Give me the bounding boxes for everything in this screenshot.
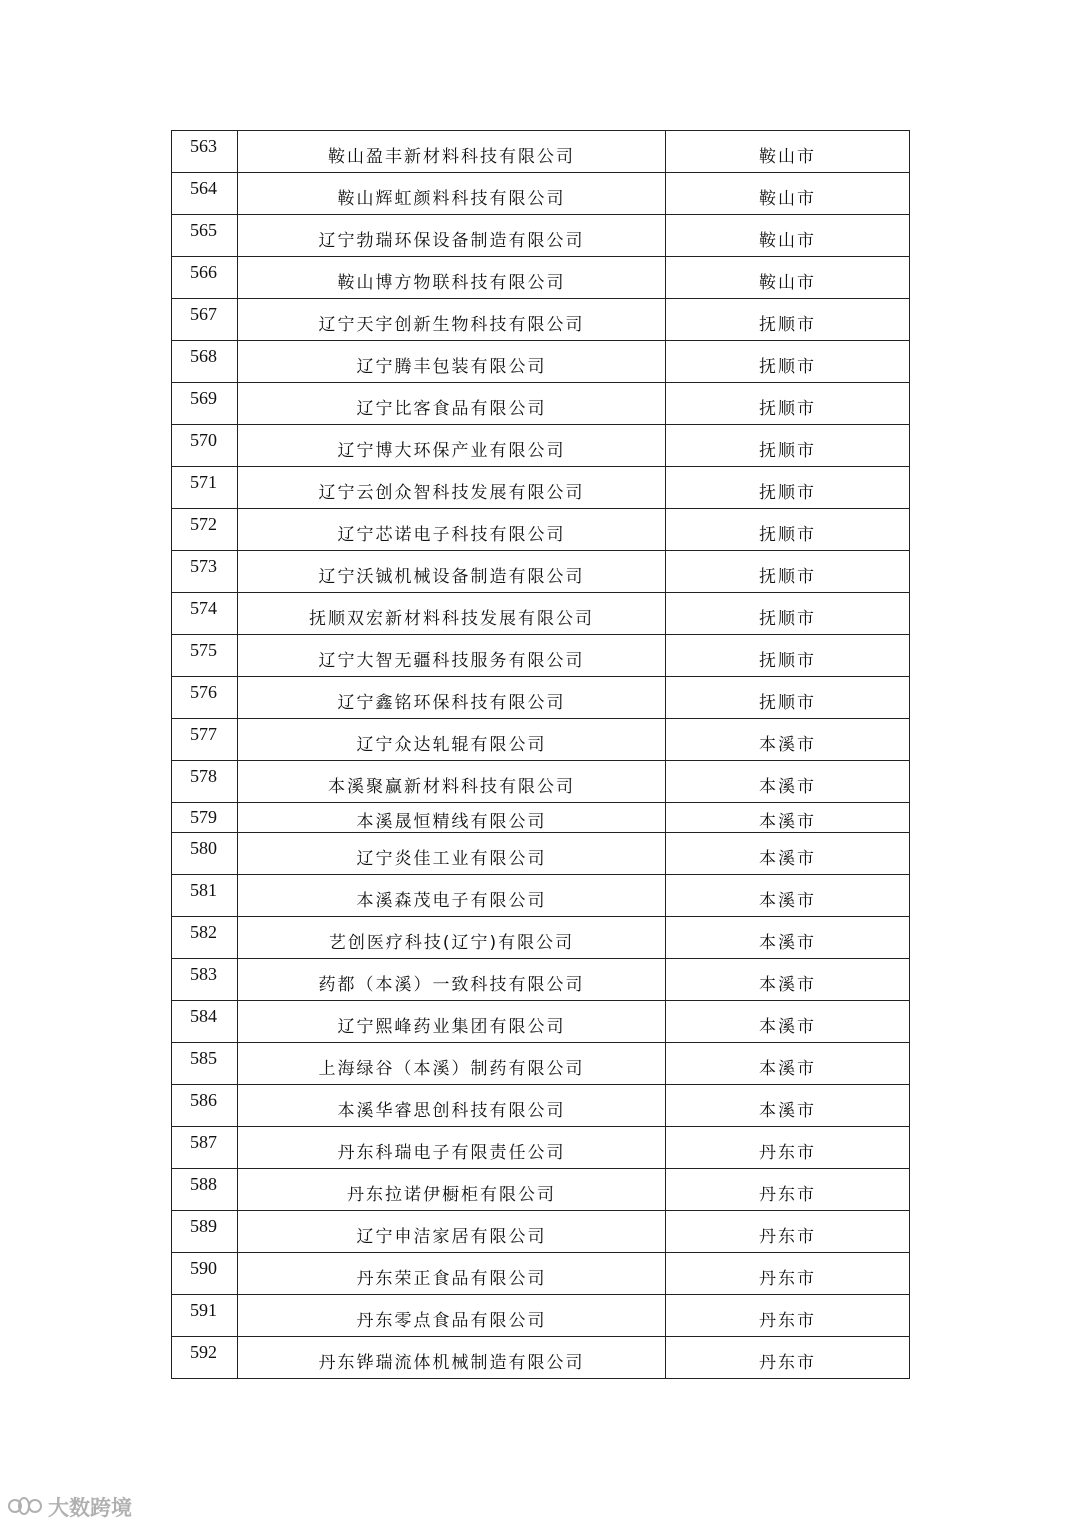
row-number: 570 [172,425,238,466]
row-number: 588 [172,1169,238,1210]
company-name: 抚顺双宏新材料科技发展有限公司 [238,593,666,634]
table-row [172,383,910,425]
company-name: 鞍山盈丰新材料科技有限公司 [238,131,666,172]
row-number: 579 [172,803,238,832]
company-name: 丹东荣正食品有限公司 [238,1253,666,1294]
table-row [172,959,910,1001]
row-number: 573 [172,551,238,592]
city-name: 抚顺市 [666,299,910,340]
city-name: 鞍山市 [666,215,910,256]
city-name: 本溪市 [666,1001,910,1042]
table-row [172,1085,910,1127]
table-row [172,215,910,257]
company-name: 本溪华睿思创科技有限公司 [238,1085,666,1126]
company-name: 上海绿谷（本溪）制药有限公司 [238,1043,666,1084]
table-row [172,551,910,593]
row-number: 568 [172,341,238,382]
city-name: 抚顺市 [666,635,910,676]
row-number: 591 [172,1295,238,1336]
company-name: 鞍山辉虹颜料科技有限公司 [238,173,666,214]
city-name: 抚顺市 [666,383,910,424]
watermark [8,1492,132,1522]
city-name: 丹东市 [666,1295,910,1336]
row-number: 592 [172,1337,238,1378]
row-number: 574 [172,593,238,634]
row-number: 575 [172,635,238,676]
table-row [172,1043,910,1085]
company-name: 辽宁勃瑞环保设备制造有限公司 [238,215,666,256]
row-number: 580 [172,833,238,874]
city-name: 抚顺市 [666,341,910,382]
table-row [172,1253,910,1295]
company-name: 本溪晟恒精线有限公司 [238,803,666,832]
city-name: 本溪市 [666,875,910,916]
city-name: 抚顺市 [666,425,910,466]
table-row [172,635,910,677]
company-name: 辽宁云创众智科技发展有限公司 [238,467,666,508]
city-name: 丹东市 [666,1127,910,1168]
table-row [172,875,910,917]
table-row [172,1127,910,1169]
table-row [172,677,910,719]
city-name: 本溪市 [666,1085,910,1126]
row-number: 587 [172,1127,238,1168]
table-row [172,341,910,383]
city-name: 本溪市 [666,761,910,802]
company-name: 丹东零点食品有限公司 [238,1295,666,1336]
company-name: 辽宁博大环保产业有限公司 [238,425,666,466]
table-row [172,425,910,467]
company-name: 辽宁沃铖机械设备制造有限公司 [238,551,666,592]
city-name: 鞍山市 [666,131,910,172]
city-name: 丹东市 [666,1211,910,1252]
city-name: 抚顺市 [666,509,910,550]
city-name: 丹东市 [666,1169,910,1210]
table-row [172,1337,910,1379]
row-number: 581 [172,875,238,916]
table-row [172,833,910,875]
company-name: 辽宁腾丰包装有限公司 [238,341,666,382]
city-name: 本溪市 [666,719,910,760]
row-number: 586 [172,1085,238,1126]
company-name: 药都（本溪）一致科技有限公司 [238,959,666,1000]
company-name: 辽宁比客食品有限公司 [238,383,666,424]
row-number: 584 [172,1001,238,1042]
table-row [172,299,910,341]
city-name: 鞍山市 [666,173,910,214]
row-number: 564 [172,173,238,214]
company-name: 本溪森茂电子有限公司 [238,875,666,916]
city-name: 本溪市 [666,959,910,1000]
company-name: 辽宁众达轧辊有限公司 [238,719,666,760]
city-name: 抚顺市 [666,677,910,718]
table-row [172,593,910,635]
city-name: 鞍山市 [666,257,910,298]
table-row [172,803,910,833]
row-number: 571 [172,467,238,508]
table-row [172,1169,910,1211]
watermark-text: 大数跨境 [48,1496,132,1520]
company-name: 丹东铧瑞流体机械制造有限公司 [238,1337,666,1378]
table-row [172,467,910,509]
row-number: 576 [172,677,238,718]
row-number: 572 [172,509,238,550]
company-name: 丹东科瑞电子有限责任公司 [238,1127,666,1168]
row-number: 567 [172,299,238,340]
row-number: 583 [172,959,238,1000]
city-name: 抚顺市 [666,593,910,634]
table-row [172,1211,910,1253]
logo-icon [8,1495,42,1519]
city-name: 抚顺市 [666,551,910,592]
city-name: 本溪市 [666,803,910,832]
table-row [172,173,910,215]
company-name: 辽宁鑫铭环保科技有限公司 [238,677,666,718]
row-number: 569 [172,383,238,424]
table-row [172,719,910,761]
row-number: 589 [172,1211,238,1252]
row-number: 590 [172,1253,238,1294]
company-name: 辽宁大智无疆科技服务有限公司 [238,635,666,676]
row-number: 565 [172,215,238,256]
row-number: 578 [172,761,238,802]
row-number: 577 [172,719,238,760]
table-row [172,131,910,173]
table-row [172,1295,910,1337]
city-name: 抚顺市 [666,467,910,508]
city-name: 本溪市 [666,917,910,958]
company-name: 辽宁申洁家居有限公司 [238,1211,666,1252]
company-name: 辽宁炎佳工业有限公司 [238,833,666,874]
company-name: 辽宁熙峰药业集团有限公司 [238,1001,666,1042]
company-name: 辽宁天宇创新生物科技有限公司 [238,299,666,340]
row-number: 563 [172,131,238,172]
company-name: 艺创医疗科技(辽宁)有限公司 [238,917,666,958]
table-row [172,1001,910,1043]
company-name: 辽宁芯诺电子科技有限公司 [238,509,666,550]
table-row [172,257,910,299]
table-row [172,509,910,551]
city-name: 本溪市 [666,1043,910,1084]
row-number: 566 [172,257,238,298]
table-row [172,917,910,959]
company-name: 丹东拉诺伊橱柜有限公司 [238,1169,666,1210]
row-number: 585 [172,1043,238,1084]
company-name: 本溪聚赢新材料科技有限公司 [238,761,666,802]
company-table [171,130,910,1379]
city-name: 本溪市 [666,833,910,874]
company-name: 鞍山博方物联科技有限公司 [238,257,666,298]
table-row [172,761,910,803]
city-name: 丹东市 [666,1337,910,1378]
row-number: 582 [172,917,238,958]
city-name: 丹东市 [666,1253,910,1294]
